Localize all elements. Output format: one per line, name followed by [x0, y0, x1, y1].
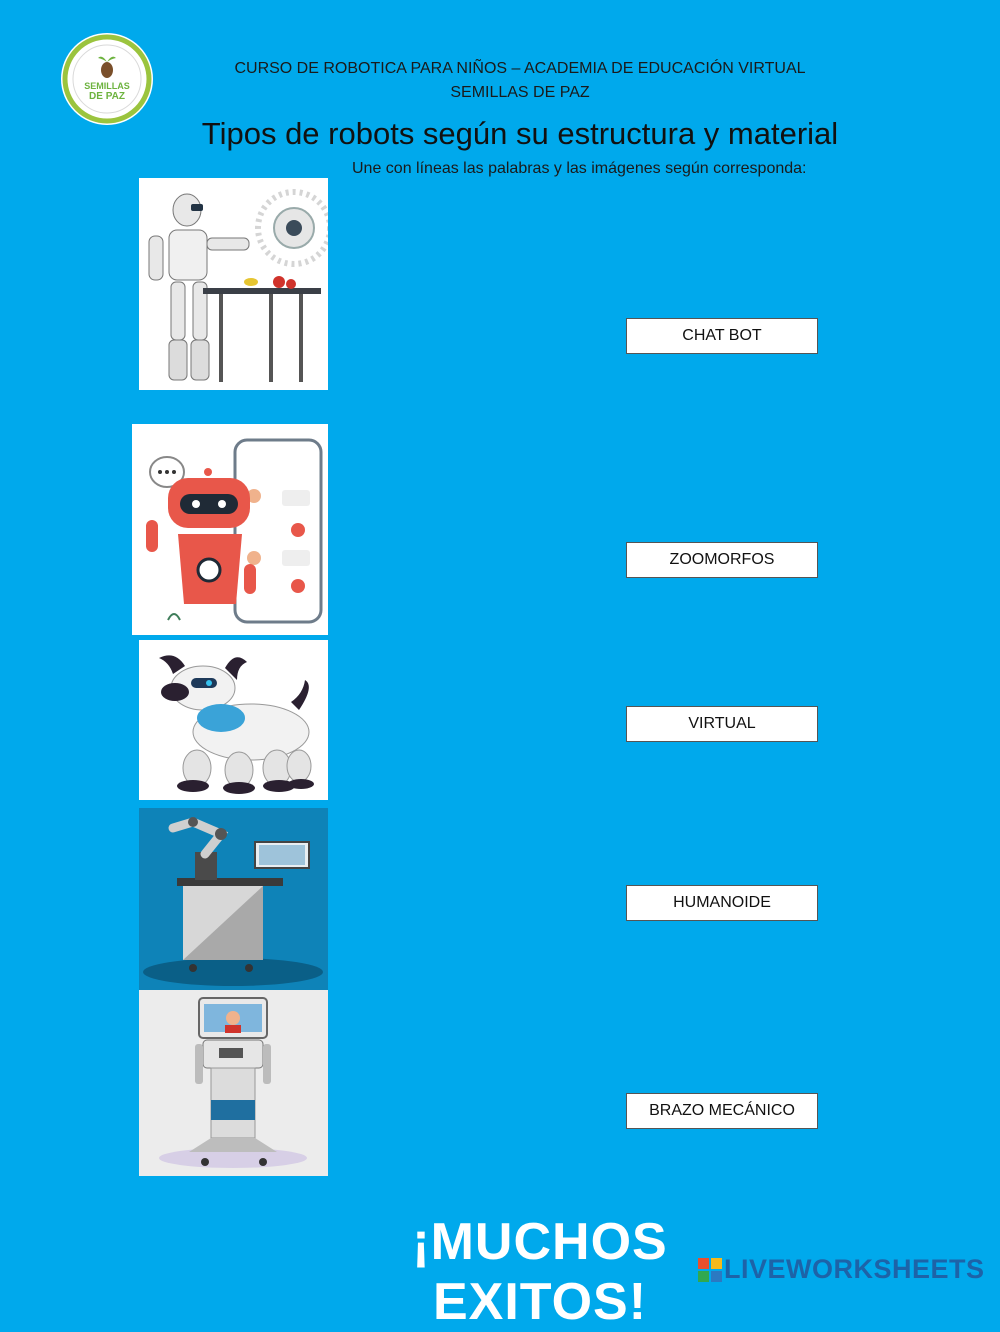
instruction-text: Une con líneas las palabras y las imágenes según corresponda:	[352, 160, 807, 177]
image-service-robot[interactable]	[139, 990, 328, 1176]
word-box-virtual[interactable]: VIRTUAL	[626, 706, 818, 742]
service-robot-icon	[139, 990, 328, 1176]
word-box-chat-bot[interactable]: CHAT BOT	[626, 318, 818, 354]
word-box-humanoide[interactable]: HUMANOIDE	[626, 885, 818, 921]
liveworksheets-watermark	[698, 1254, 985, 1285]
page-title: Tipos de robots según su estructura y material	[201, 116, 839, 151]
footer-message: ¡MUCHOS EXITOS!	[412, 1213, 668, 1331]
image-chat-bot[interactable]	[132, 424, 328, 635]
image-robotic-arm[interactable]	[139, 808, 328, 990]
humanoid-robot-icon	[139, 178, 328, 390]
course-subheader: SEMILLAS DE PAZ	[450, 84, 590, 101]
course-header: CURSO DE ROBOTICA PARA NIÑOS – ACADEMIA DE EDUCACIÓN VIRTUAL	[234, 60, 806, 77]
svg-text:DE PAZ: DE PAZ	[89, 91, 125, 102]
image-robot-dog[interactable]	[139, 640, 328, 800]
chat-bot-icon	[132, 424, 328, 635]
liveworksheets-logo-icon	[698, 1258, 722, 1282]
word-box-brazo-mecanico[interactable]: BRAZO MECÁNICO	[626, 1093, 818, 1129]
image-humanoid-robot[interactable]	[139, 178, 328, 390]
robotic-arm-icon	[139, 808, 328, 990]
academy-logo	[60, 32, 154, 126]
robot-dog-icon	[139, 640, 328, 800]
word-box-zoomorfos[interactable]: ZOOMORFOS	[626, 542, 818, 578]
watermark-text: LIVEWORKSHEETS	[724, 1254, 985, 1284]
svg-text:SEMILLAS: SEMILLAS	[84, 81, 130, 91]
